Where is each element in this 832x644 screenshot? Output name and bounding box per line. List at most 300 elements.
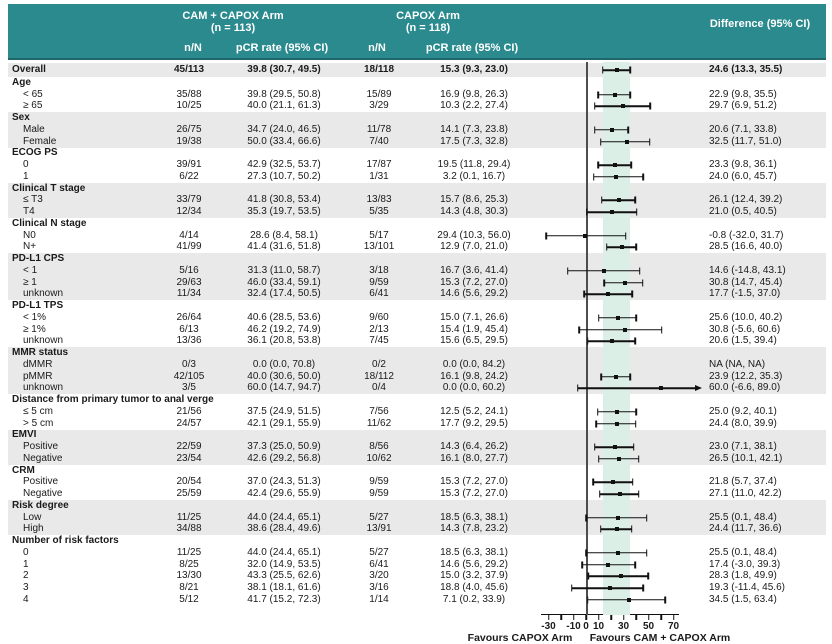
difference-cell: 25.0 (9.2, 40.1) <box>709 405 777 417</box>
ci-cap-right <box>635 314 637 321</box>
data-row <box>8 371 826 383</box>
capox-pcr-cell: 17.7 (9.2, 29.5) <box>440 417 508 429</box>
capox-nN-cell: 13/91 <box>366 523 392 535</box>
data-row <box>8 89 826 101</box>
ci-cap-right <box>634 197 636 204</box>
point-estimate-marker <box>606 563 610 567</box>
cam-nN-cell: 10/25 <box>176 100 202 112</box>
point-estimate-marker <box>618 492 622 496</box>
table-header <box>8 4 826 60</box>
ci-cap-left <box>583 291 585 298</box>
cam-nN-cell: 19/38 <box>176 135 202 147</box>
cam-nN-cell: 45/113 <box>173 64 205 75</box>
cam-pcr-cell: 40.6 (28.5, 53.6) <box>247 311 321 323</box>
row-label: 1 <box>23 170 29 182</box>
difference-cell: 24.4 (8.0, 39.9) <box>709 417 777 429</box>
capox-pcr-cell: 15.4 (1.9, 45.4) <box>440 323 508 335</box>
ci-cap-left <box>571 585 573 592</box>
capox-nN-cell: 7/45 <box>369 335 389 347</box>
capox-nN-cell: 2/13 <box>369 323 389 335</box>
row-label: Distance from primary tumor to anal verge <box>12 394 214 406</box>
subgroup-header-row <box>8 77 826 89</box>
row-label: ECOG PS <box>12 147 58 159</box>
capox-nN-cell: 17/87 <box>366 159 392 171</box>
favours-left-label: Favours CAPOX Arm <box>467 632 573 644</box>
cam-nN-cell: 5/12 <box>179 593 199 605</box>
data-row <box>8 242 826 254</box>
point-estimate-marker <box>611 480 615 484</box>
ci-cap-left <box>597 162 599 169</box>
point-estimate-marker <box>602 269 606 273</box>
capox-nN-cell: 10/62 <box>366 452 392 464</box>
point-estimate-marker <box>613 445 617 449</box>
axis-tick <box>635 614 637 620</box>
cam-pcr-cell: 40.0 (21.1, 61.3) <box>247 100 321 112</box>
row-label: < 65 <box>23 88 43 100</box>
arm2-title: CAPOX Arm <box>396 10 460 22</box>
subgroup-header-row <box>8 300 826 312</box>
capox-nN-cell: 0/4 <box>372 382 386 394</box>
cam-pcr-cell: 42.4 (29.6, 55.9) <box>247 488 321 500</box>
point-estimate-marker <box>606 292 610 296</box>
cam-pcr-cell: 46.2 (19.2, 74.9) <box>247 323 321 335</box>
difference-cell: 17.7 (-1.5, 37.0) <box>709 288 781 300</box>
capox-pcr-cell: 29.4 (10.3, 56.0) <box>437 229 511 241</box>
point-estimate-marker <box>616 551 620 555</box>
difference-cell: 30.8 (14.7, 45.4) <box>709 276 783 288</box>
difference-column-header: Difference (95% CI) <box>709 18 811 30</box>
row-label: 1 <box>23 558 29 570</box>
point-estimate-marker <box>621 104 625 108</box>
data-row <box>8 453 826 465</box>
capox-pcr-cell: 19.5 (11.8, 29.4) <box>437 159 511 171</box>
axis-tick <box>648 614 650 620</box>
subgroup-header-row <box>8 148 826 160</box>
data-row <box>8 136 826 148</box>
difference-cell: -0.8 (-32.0, 31.7) <box>709 229 784 241</box>
capox-pcr-cell: 0.0 (0.0, 60.2) <box>442 382 506 394</box>
difference-cell: 28.5 (16.6, 40.0) <box>709 241 783 253</box>
ci-cap-right <box>649 103 651 110</box>
ci-cap-right <box>639 267 641 274</box>
difference-cell: 24.4 (11.7, 36.6) <box>709 523 782 535</box>
cam-pcr-cell: 44.0 (24.4, 65.1) <box>247 546 321 558</box>
cam-pcr-cell: 38.1 (18.1, 61.6) <box>247 582 321 594</box>
favours-right-label: Favours CAM + CAPOX Arm <box>589 632 731 644</box>
data-row <box>8 195 826 207</box>
capox-nN-cell: 9/59 <box>369 276 389 288</box>
cam-nN-cell: 29/63 <box>176 276 202 288</box>
data-row <box>8 512 826 524</box>
capox-nN-cell: 13/101 <box>363 241 395 253</box>
difference-cell: 26.1 (12.4, 39.2) <box>709 194 783 206</box>
ci-cap-left <box>600 373 602 380</box>
ci-arrow-right-icon <box>695 385 702 391</box>
capox-pcr-cell: 7.1 (0.2, 33.9) <box>442 593 506 605</box>
cam-nN-cell: 13/36 <box>176 335 202 347</box>
cam-pcr-cell: 35.3 (19.7, 53.5) <box>247 206 321 218</box>
ci-cap-left <box>577 385 579 392</box>
subgroup-header-row <box>8 183 826 195</box>
data-row <box>8 383 826 395</box>
data-row <box>8 418 826 430</box>
capox-nN-cell: 13/83 <box>366 194 392 206</box>
arm1-pcr-header: pCR rate (95% CI) <box>235 42 329 54</box>
ci-cap-left <box>545 232 547 239</box>
difference-cell: 20.6 (7.1, 33.8) <box>709 123 777 135</box>
capox-pcr-cell: 3.2 (0.1, 16.7) <box>442 170 506 182</box>
cam-pcr-cell: 40.0 (30.6, 50.0) <box>247 370 321 382</box>
point-estimate-marker <box>625 140 629 144</box>
cam-nN-cell: 23/54 <box>176 452 202 464</box>
data-row <box>8 477 826 489</box>
row-label: dMMR <box>23 358 53 370</box>
axis-tick-label: 70 <box>667 620 680 632</box>
cam-nN-cell: 5/16 <box>179 264 199 276</box>
row-label: Clinical T stage <box>12 182 86 194</box>
figure-content <box>8 4 826 644</box>
ci-cap-left <box>587 596 589 603</box>
ci-cap-right <box>638 455 640 462</box>
capox-pcr-cell: 15.7 (8.6, 25.3) <box>440 194 508 206</box>
axis-tick <box>548 614 550 620</box>
difference-cell: 21.0 (0.5, 40.5) <box>709 206 777 218</box>
cam-nN-cell: 8/25 <box>179 558 199 570</box>
cam-nN-cell: 6/22 <box>179 170 199 182</box>
row-label: PD-L1 CPS <box>12 253 65 265</box>
ci-cap-left <box>594 444 596 451</box>
cam-pcr-cell: 27.3 (10.7, 50.2) <box>247 170 321 182</box>
row-label: Female <box>23 135 57 147</box>
difference-cell: 24.6 (13.3, 35.5) <box>709 64 783 75</box>
ci-bar <box>594 176 644 178</box>
ci-bar <box>579 329 662 331</box>
row-label: unknown <box>23 335 64 347</box>
capox-nN-cell: 1/14 <box>369 593 389 605</box>
cam-pcr-cell: 37.0 (24.3, 51.3) <box>247 476 321 488</box>
capox-pcr-cell: 14.3 (6.4, 26.2) <box>440 441 508 453</box>
difference-cell: 23.3 (9.8, 36.1) <box>709 159 777 171</box>
point-estimate-marker <box>627 598 631 602</box>
data-row <box>8 289 826 301</box>
point-estimate-marker <box>615 68 619 72</box>
arm1-nN-header: n/N <box>184 42 202 54</box>
point-estimate-marker <box>623 328 627 332</box>
subgroup-header-row <box>8 465 826 477</box>
data-row <box>8 547 826 559</box>
difference-cell: 29.7 (6.9, 51.2) <box>709 100 777 112</box>
cam-pcr-cell: 34.7 (24.0, 46.5) <box>247 123 321 135</box>
row-label: unknown <box>23 288 64 300</box>
capox-nN-cell: 8/56 <box>369 441 389 453</box>
cam-pcr-cell: 44.0 (24.4, 65.1) <box>247 511 321 523</box>
ci-bar <box>578 388 695 390</box>
cam-nN-cell: 26/75 <box>176 123 202 135</box>
row-label: ≥ 65 <box>23 100 43 112</box>
cam-pcr-cell: 38.6 (28.4, 49.6) <box>247 523 321 535</box>
row-label: T4 <box>23 206 35 218</box>
row-label: < 1 <box>23 264 38 276</box>
axis-tick-label: 50 <box>642 620 655 632</box>
row-label: MMR status <box>12 347 69 359</box>
row-label: High <box>23 523 44 535</box>
data-row <box>8 63 826 77</box>
subgroup-header-row <box>8 253 826 265</box>
ci-cap-right <box>664 596 666 603</box>
point-estimate-marker <box>659 386 663 390</box>
capox-nN-cell: 9/59 <box>369 488 389 500</box>
row-label: PD-L1 TPS <box>12 300 64 312</box>
capox-nN-cell: 11/78 <box>366 123 392 135</box>
point-estimate-marker <box>619 574 623 578</box>
row-label: ≤ 5 cm <box>23 405 53 417</box>
cam-nN-cell: 33/79 <box>176 194 202 206</box>
capox-pcr-cell: 15.0 (7.1, 26.6) <box>440 311 508 323</box>
difference-cell: 30.8 (-5.6, 60.6) <box>709 323 781 335</box>
row-label: EMVI <box>12 429 37 441</box>
capox-nN-cell: 1/31 <box>369 170 389 182</box>
ci-cap-right <box>631 526 633 533</box>
cam-pcr-cell: 28.6 (8.4, 58.1) <box>250 229 318 241</box>
cam-pcr-cell: 0.0 (0.0, 70.8) <box>252 358 316 370</box>
cam-nN-cell: 11/25 <box>176 546 202 558</box>
ci-cap-right <box>648 573 650 580</box>
ci-cap-right <box>630 91 632 98</box>
difference-cell: 32.5 (11.7, 51.0) <box>709 135 782 147</box>
difference-cell: 14.6 (-14.8, 43.1) <box>709 264 786 276</box>
ci-cap-left <box>592 479 594 486</box>
data-row <box>8 488 826 500</box>
ci-cap-left <box>602 67 604 74</box>
arm2-pcr-header: pCR rate (95% CI) <box>425 42 519 54</box>
axis-tick-label: 30 <box>617 620 630 632</box>
capox-pcr-cell: 15.3 (9.3, 23.0) <box>440 64 508 75</box>
capox-nN-cell: 6/41 <box>369 558 389 570</box>
difference-cell: 25.5 (0.1, 48.4) <box>709 546 777 558</box>
row-label: 2 <box>23 570 29 582</box>
row-label: pMMR <box>23 370 53 382</box>
point-estimate-marker <box>613 93 617 97</box>
subgroup-header-row <box>8 500 826 512</box>
ci-cap-left <box>598 314 600 321</box>
capox-pcr-cell: 14.6 (5.6, 29.2) <box>440 558 508 570</box>
ci-cap-left <box>581 561 583 568</box>
data-row <box>8 594 826 606</box>
ci-cap-right <box>635 408 637 415</box>
row-label: 0 <box>23 159 29 171</box>
ci-cap-right <box>635 420 637 427</box>
cam-nN-cell: 22/59 <box>176 441 202 453</box>
difference-cell: 34.5 (1.5, 63.4) <box>709 593 777 605</box>
point-estimate-marker <box>614 175 618 179</box>
cam-pcr-cell: 41.7 (15.2, 72.3) <box>247 593 321 605</box>
ci-cap-left <box>606 244 608 251</box>
row-label: < 1% <box>23 311 47 323</box>
difference-cell: 25.5 (0.1, 48.4) <box>709 511 777 523</box>
ci-cap-right <box>642 173 644 180</box>
data-row <box>8 230 826 242</box>
point-estimate-marker <box>615 422 619 426</box>
ci-cap-left <box>593 173 595 180</box>
capox-pcr-cell: 16.7 (3.6, 41.4) <box>440 264 508 276</box>
data-row <box>8 277 826 289</box>
difference-cell: 26.5 (10.1, 42.1) <box>709 452 783 464</box>
capox-nN-cell: 7/56 <box>369 405 389 417</box>
capox-nN-cell: 9/60 <box>369 311 389 323</box>
ci-cap-left <box>604 279 606 286</box>
data-row <box>8 124 826 136</box>
ci-cap-right <box>636 209 638 216</box>
cam-nN-cell: 20/54 <box>176 476 202 488</box>
ci-cap-right <box>630 162 632 169</box>
capox-pcr-cell: 16.1 (9.8, 24.2) <box>440 370 508 382</box>
ci-cap-left <box>600 526 602 533</box>
ci-cap-left <box>585 514 587 521</box>
cam-pcr-cell: 41.8 (30.8, 53.4) <box>247 194 321 206</box>
ci-cap-left <box>597 408 599 415</box>
capox-nN-cell: 5/35 <box>369 206 389 218</box>
axis-tick <box>660 614 662 620</box>
difference-cell: 19.3 (-11.4, 45.6) <box>709 582 785 594</box>
row-label: N+ <box>23 241 37 253</box>
ci-cap-right <box>625 232 627 239</box>
capox-nN-cell: 18/118 <box>363 64 395 75</box>
difference-cell: 20.6 (1.5, 39.4) <box>709 335 777 347</box>
capox-pcr-cell: 12.9 (7.0, 21.0) <box>440 241 508 253</box>
ci-cap-left <box>567 267 569 274</box>
difference-cell: 23.9 (12.2, 35.3) <box>709 370 783 382</box>
capox-pcr-cell: 10.3 (2.2, 27.4) <box>440 100 508 112</box>
capox-pcr-cell: 16.9 (9.8, 26.3) <box>440 88 508 100</box>
cam-nN-cell: 4/14 <box>179 229 199 241</box>
ci-cap-left <box>598 455 600 462</box>
point-estimate-marker <box>617 457 621 461</box>
ci-cap-left <box>600 138 602 145</box>
ci-cap-right <box>633 444 635 451</box>
cam-pcr-cell: 43.3 (25.5, 62.6) <box>247 570 321 582</box>
cam-nN-cell: 13/30 <box>176 570 202 582</box>
cam-nN-cell: 42/105 <box>173 370 205 382</box>
row-label: unknown <box>23 382 64 394</box>
axis-tick-label: 0 <box>583 620 589 632</box>
capox-pcr-cell: 14.3 (4.8, 30.3) <box>440 206 508 218</box>
capox-pcr-cell: 18.5 (6.3, 38.1) <box>440 546 508 558</box>
capox-nN-cell: 3/29 <box>369 100 389 112</box>
difference-cell: 24.0 (6.0, 45.7) <box>709 170 777 182</box>
capox-pcr-cell: 14.3 (7.8, 23.2) <box>440 523 508 535</box>
data-row <box>8 265 826 277</box>
point-estimate-marker <box>583 234 587 238</box>
capox-pcr-cell: 15.0 (3.2, 37.9) <box>440 570 508 582</box>
ci-cap-right <box>638 491 640 498</box>
capox-pcr-cell: 12.5 (5.2, 24.1) <box>440 405 508 417</box>
overall-ci-band <box>603 62 631 615</box>
data-row <box>8 406 826 418</box>
capox-nN-cell: 5/17 <box>369 229 389 241</box>
cam-nN-cell: 11/25 <box>176 511 202 523</box>
cam-nN-cell: 11/34 <box>176 288 202 300</box>
point-estimate-marker <box>615 410 619 414</box>
capox-nN-cell: 0/2 <box>372 358 386 370</box>
cam-pcr-cell: 39.8 (29.5, 50.8) <box>247 88 321 100</box>
capox-pcr-cell: 18.5 (6.3, 38.1) <box>440 511 508 523</box>
point-estimate-marker <box>615 527 619 531</box>
difference-cell: 22.9 (9.8, 35.5) <box>709 88 777 100</box>
cam-pcr-cell: 41.4 (31.6, 51.8) <box>247 241 321 253</box>
ci-cap-left <box>585 549 587 556</box>
capox-pcr-cell: 17.5 (7.3, 32.8) <box>440 135 508 147</box>
difference-cell: NA (NA, NA) <box>709 358 766 370</box>
row-label: Clinical N stage <box>12 217 87 229</box>
capox-nN-cell: 15/89 <box>366 88 392 100</box>
row-label: ≤ T3 <box>23 194 43 206</box>
axis-tick <box>598 614 600 620</box>
point-estimate-marker <box>617 198 621 202</box>
capox-pcr-cell: 14.1 (7.3, 23.8) <box>440 123 508 135</box>
axis-tick <box>560 614 562 620</box>
cam-nN-cell: 25/59 <box>176 488 202 500</box>
cam-pcr-cell: 32.4 (17.4, 50.5) <box>247 288 321 300</box>
arm1-title: CAM + CAPOX Arm <box>182 10 284 22</box>
ci-cap-left <box>601 197 603 204</box>
capox-pcr-cell: 15.3 (7.2, 27.0) <box>440 488 508 500</box>
subgroup-header-row <box>8 218 826 230</box>
capox-nN-cell: 6/41 <box>369 288 389 300</box>
cam-pcr-cell: 42.1 (29.1, 55.9) <box>247 417 321 429</box>
capox-nN-cell: 7/40 <box>369 135 389 147</box>
row-label: Low <box>23 511 42 523</box>
cam-nN-cell: 24/57 <box>176 417 202 429</box>
cam-pcr-cell: 42.6 (29.2, 56.8) <box>247 452 321 464</box>
subgroup-header-row <box>8 394 826 406</box>
arm2-header <box>333 10 523 34</box>
ci-cap-right <box>634 338 636 345</box>
point-estimate-marker <box>616 316 620 320</box>
axis-tick-label: -30 <box>541 620 556 632</box>
point-estimate-marker <box>608 586 612 590</box>
row-label: Positive <box>23 441 59 453</box>
capox-pcr-cell: 14.6 (5.6, 29.2) <box>440 288 508 300</box>
point-estimate-marker <box>610 210 614 214</box>
ci-bar <box>588 576 648 578</box>
difference-cell: 28.3 (1.8, 49.9) <box>709 570 777 582</box>
data-row <box>8 559 826 571</box>
difference-cell: 60.0 (-6.6, 89.0) <box>709 382 781 394</box>
arm1-n: (n = 113) <box>210 22 256 34</box>
ci-cap-left <box>578 326 580 333</box>
cam-pcr-cell: 31.3 (11.0, 58.7) <box>247 264 321 276</box>
data-row <box>8 206 826 218</box>
row-label: Positive <box>23 476 59 488</box>
cam-nN-cell: 8/21 <box>179 582 199 594</box>
ci-cap-left <box>597 91 599 98</box>
cam-pcr-cell: 37.5 (24.9, 51.5) <box>247 405 321 417</box>
data-row <box>8 582 826 594</box>
row-label: ≥ 1 <box>23 276 37 288</box>
row-label: Male <box>23 123 45 135</box>
ci-cap-right <box>632 479 634 486</box>
ci-cap-right <box>635 244 637 251</box>
row-label: > 5 cm <box>23 417 54 429</box>
cam-pcr-cell: 50.0 (33.4, 66.6) <box>247 135 321 147</box>
ci-cap-right <box>642 585 644 592</box>
cam-pcr-cell: 39.8 (30.7, 49.5) <box>247 64 321 75</box>
point-estimate-marker <box>610 128 614 132</box>
row-label: Negative <box>23 452 63 464</box>
capox-pcr-cell: 16.1 (8.0, 27.7) <box>440 452 508 464</box>
capox-nN-cell: 3/16 <box>369 582 389 594</box>
capox-pcr-cell: 18.8 (4.0, 45.6) <box>440 582 508 594</box>
